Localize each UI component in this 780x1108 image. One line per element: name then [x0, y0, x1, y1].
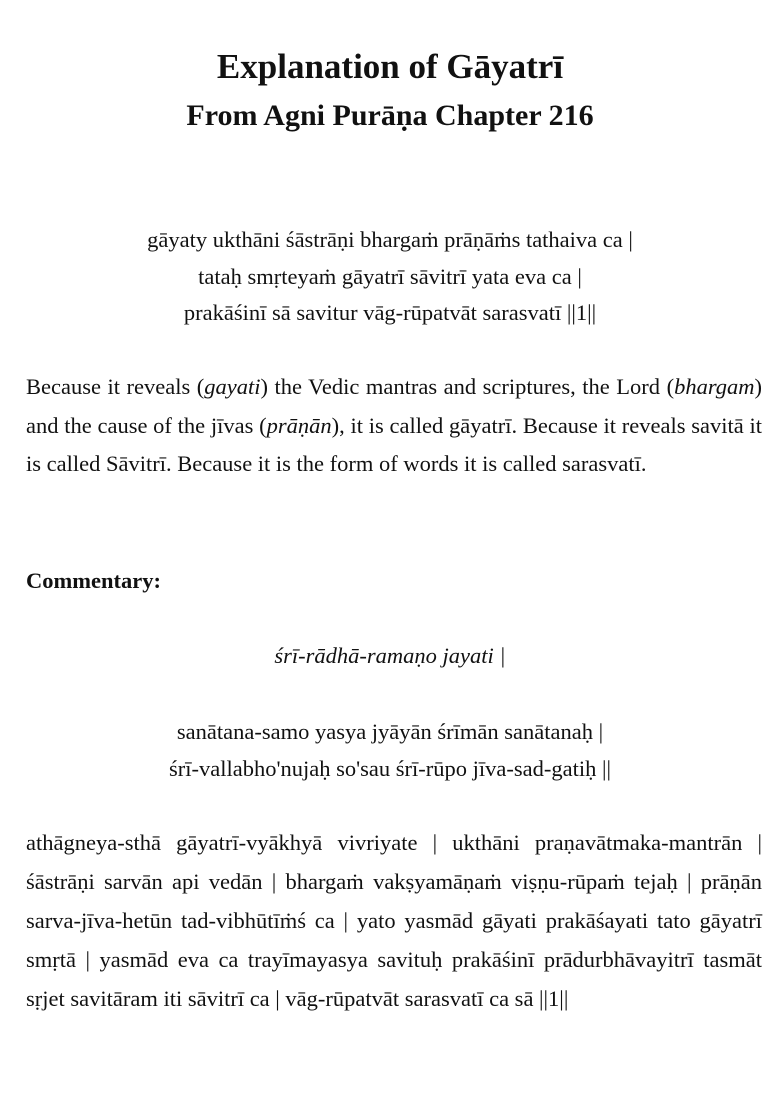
- text: ) and the cause of the jīvas (: [26, 374, 762, 438]
- sanskrit-verse-2: [0, 714, 780, 787]
- page-subtitle: From Agni Purāṇa Chapter 216: [186, 99, 594, 132]
- text: Because it reveals (: [26, 374, 205, 399]
- text: ), it is called gāyatrī. Because it reveals savitā it is called Sāvitrī. Because it is the form of words it is called sarasvatī.: [26, 412, 762, 476]
- invocation: śrī-rādhā-ramaṇo jayati |: [274, 643, 506, 668]
- italic-term: bhargam: [674, 374, 755, 399]
- translation-paragraph: [26, 368, 762, 484]
- italic-term: gayati: [204, 374, 261, 399]
- text: ) the Vedic mantras and scriptures, the Lord (: [260, 374, 675, 399]
- verse-line: prakāśinī sā savitur vāg-rūpatvāt sarasvatī ||1||: [183, 300, 597, 325]
- commentary-paragraph: athāgneya-sthā gāyatrī-vyākhyā vivriyate | ukthāni praṇavātmaka-mantrān | śāstrāṇi sarvān api vedān | bhargaṁ vakṣyamāṇaṁ viṣṇu-rūpaṁ tejaḥ | prāṇān sarva-jīva-hetūn tad-vibhūtīṁś ca | yato yasmād gāyati prakāśayati tato gāyatrī smṛtā | yasmād eva ca trayīmayasya savituḥ prakāśinī prādurbhāvayitrī tasmāt sṛjet savitāram iti sāvitrī ca | vāg-rūpatvāt sarasvatī ca sā ||1||: [26, 830, 762, 1011]
- verse-line: śrī-vallabho'nujaḥ so'sau śrī-rūpo jīva-sad-gatiḥ ||: [168, 755, 611, 781]
- italic-term: prāṇān: [266, 412, 332, 438]
- verse-line: gāyaty ukthāni śāstrāṇi bhargaṁ prāṇāṁs tathaiva ca |: [147, 227, 633, 252]
- sanskrit-verse-1: [0, 222, 780, 332]
- commentary-heading: Commentary:: [26, 568, 161, 593]
- page-title: Explanation of Gāyatrī: [216, 47, 564, 86]
- verse-line: tataḥ smṛteyaṁ gāyatrī sāvitrī yata eva ca |: [198, 263, 582, 289]
- verse-line: sanātana-samo yasya jyāyān śrīmān sanātanaḥ |: [176, 719, 604, 744]
